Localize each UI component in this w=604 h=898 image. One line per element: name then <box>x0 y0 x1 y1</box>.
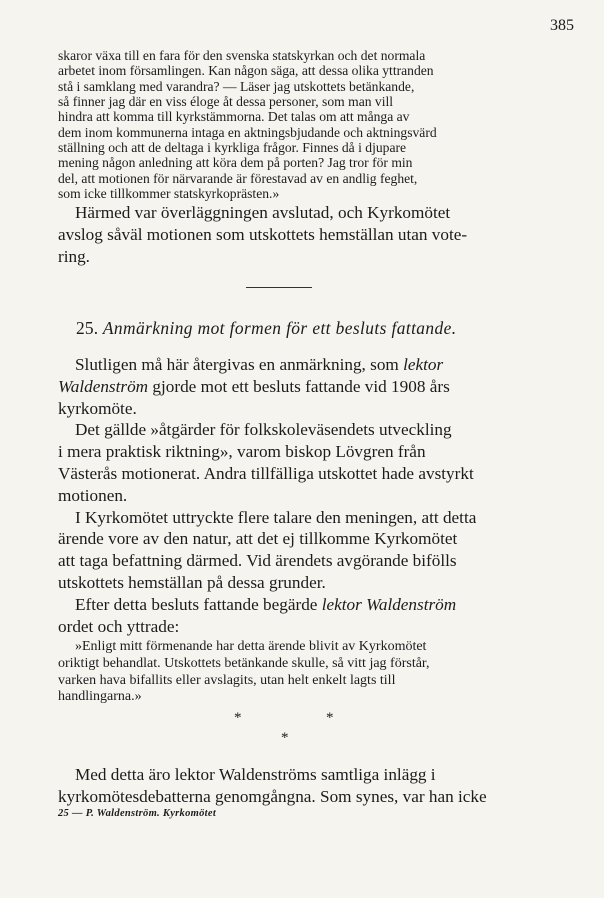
text-line: i mera praktisk riktning», varom biskop Lövgren från <box>58 442 426 462</box>
quote-line: dem inom kommunerna intaga en aktningsbjudande och aktningsvärd <box>58 124 437 140</box>
quote-line: så finner jag där en viss éloge åt dessa personer, som man vill <box>58 94 394 110</box>
quote-line: arbetet inom församlingen. Kan någon säga, att dessa olika yttranden <box>58 63 434 79</box>
asterism-star: * <box>281 730 289 746</box>
asterism-star: * <box>326 710 334 726</box>
section-divider <box>246 287 312 288</box>
quote-line: »Enligt mitt förmenande har detta ärende blivit av Kyrkomötet <box>75 639 427 654</box>
text-line: ärende vore av den natur, att det ej tillkomme Kyrkomötet <box>58 529 458 549</box>
emphasis: lektor <box>403 355 444 374</box>
quote-line: hindra att komma till kyrkstämmorna. Det talas om att många av <box>58 109 410 125</box>
quote-line: som icke tillkommer statskyrkoprästen.» <box>58 186 280 202</box>
quote-line: del, att motionen för närvarande är förestavad av en andlig feghet, <box>58 170 418 186</box>
signature-footer: 25 — P. Waldenström. Kyrkomötet <box>58 808 217 819</box>
page-number: 385 <box>550 17 574 34</box>
text-line: Härmed var överläggningen avslutad, och Kyrkomötet <box>75 203 451 222</box>
text-line: avslog såväl motionen som utskottets hemställan utan vote- <box>58 224 468 244</box>
text-line: Efter detta besluts fattande begärde lektor Waldenström <box>75 594 457 614</box>
section-body <box>58 354 512 637</box>
text-line: Waldenström gjorde mot ett besluts fattande vid 1908 års <box>58 376 450 396</box>
text-line: kyrkomötesdebatterna genomgångna. Som synes, var han icke <box>58 786 487 806</box>
section-title: Anmärkning mot formen för ett besluts fattande. <box>102 318 457 338</box>
emphasis: Waldenström <box>58 376 149 396</box>
text-line: I Kyrkomötet uttryckte flere talare den meningen, att detta <box>75 507 477 527</box>
text-line: ring. <box>58 246 90 266</box>
text-line: motionen. <box>58 485 128 505</box>
section-number: 25. <box>76 318 99 338</box>
quote-line: stå i samklang med varandra? — Läser jag utskottets betänkande, <box>58 78 415 94</box>
text-line: ordet och yttrade: <box>58 616 180 636</box>
asterism-star: * <box>234 710 242 726</box>
text-line: att taga befattning därmed. Vid ärendets avgörande bifölls <box>58 551 457 571</box>
section-heading <box>76 318 456 339</box>
text-line: Slutligen må här återgivas en anmärkning, som lektor <box>75 355 444 374</box>
emphasis: lektor Waldenström <box>321 594 457 614</box>
quote-line: ställning och att de deltaga i kyrkliga frågor. Finnes då i djupare <box>58 140 407 156</box>
quote-waldenstrom <box>58 639 512 706</box>
quote-line: handlingarna.» <box>58 689 142 705</box>
quote-line: skaror växa till en fara för den svenska statskyrkan och det normala <box>58 48 426 63</box>
text-line: Med detta äro lektor Waldenströms samtliga inlägg i <box>75 765 436 784</box>
text-line: Västerås motionerat. Andra tillfälliga utskottet hade avstyrkt <box>58 463 474 483</box>
text-line: Det gällde »åtgärder för folkskoleväsendets utveckling <box>75 420 452 440</box>
quote-line: oriktigt behandlat. Utskottets betänkande skulle, så vitt jag förstår, <box>58 655 430 671</box>
text-line: utskottets hemställan på dessa grunder. <box>58 572 326 592</box>
text-line: kyrkomöte. <box>58 398 137 418</box>
quote-continuation <box>58 48 512 201</box>
closing-paragraph <box>58 764 512 808</box>
conclusion-paragraph <box>58 202 512 267</box>
quote-line: varken hava bifallits eller avslagits, utan helt enkelt lagts till <box>58 672 396 688</box>
quote-line: mening någon anledning att köra dem på porten? Jag tror för min <box>58 155 413 171</box>
